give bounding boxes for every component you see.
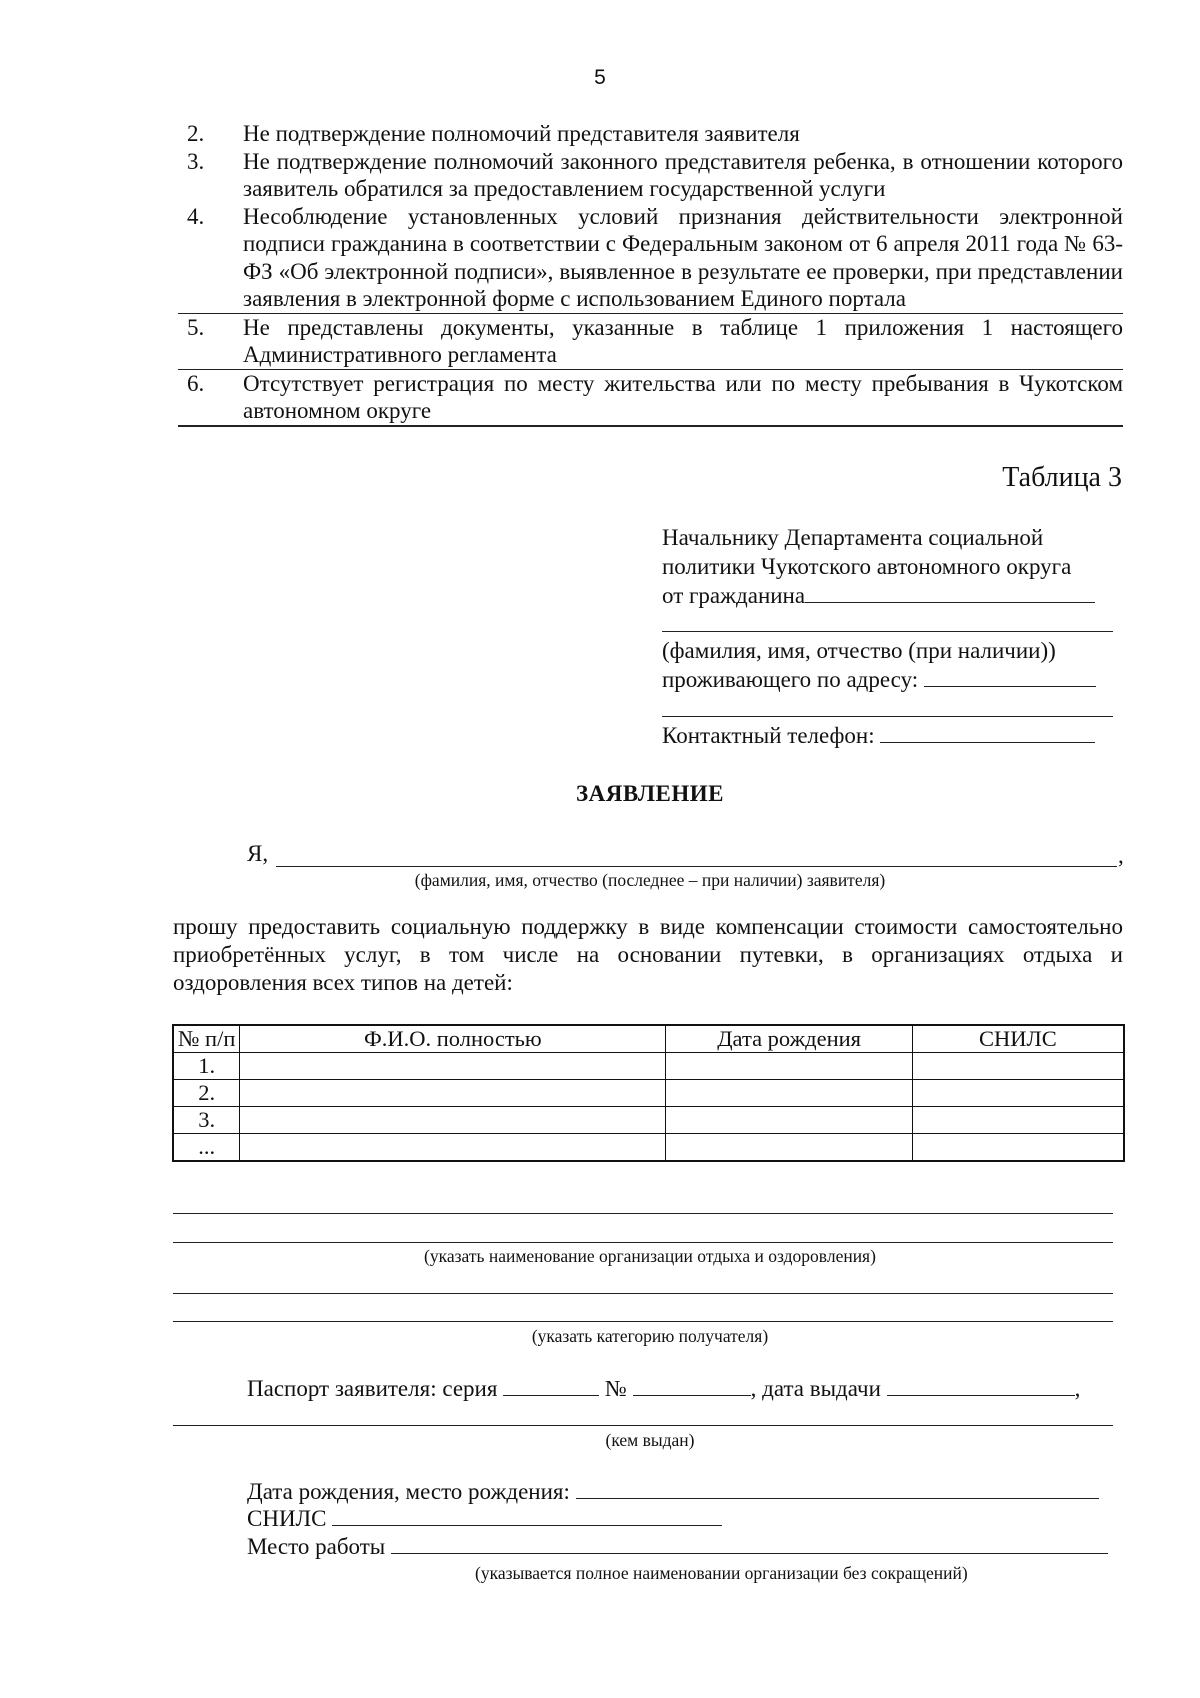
fio-cell[interactable] bbox=[240, 1134, 666, 1162]
category-line-1[interactable] bbox=[173, 1293, 1113, 1294]
work-caption: (указывается полное наименовании организации без сокращений) bbox=[475, 1563, 968, 1583]
reason-item bbox=[178, 370, 1123, 427]
page-number: 5 bbox=[594, 66, 606, 89]
children-table bbox=[172, 1024, 1125, 1162]
request-paragraph: прошу предоставить социальную поддержку в виде компенсации стоимости самостоятельно приобретённых услуг, в том числе на основании путевки, в организациях отдыха и оздоровления всех типов на детей: bbox=[173, 914, 1123, 995]
organization-line-1[interactable] bbox=[173, 1213, 1113, 1214]
phone-field[interactable] bbox=[880, 722, 1095, 743]
birth-label: Дата рождения, место рождения: bbox=[247, 1479, 570, 1504]
header-birthdate: Дата рождения bbox=[666, 1025, 913, 1053]
birthdate-cell[interactable] bbox=[666, 1107, 913, 1134]
table-label: Таблица 3 bbox=[1002, 462, 1122, 493]
reason-text: Не подтверждение полномочий законного представителя ребенка, в отношении которого заявитель обратился за предоставлением государственной услуги bbox=[243, 148, 1123, 201]
reason-text: Несоблюдение установленных условий признания действительности электронной подписи гражданина в соответствии с Федеральным законом от 6 апреля 2011 года № 63-ФЗ «Об электронной подписи», выявленное в результате ее проверки, при представлении заявления в электронной форме с использованием Единого портала bbox=[243, 203, 1123, 311]
work-field[interactable] bbox=[391, 1533, 1108, 1554]
addressee-line: политики Чукотского автономного округа bbox=[662, 554, 1072, 579]
address-line[interactable] bbox=[662, 716, 1113, 717]
reason-number: 2. bbox=[187, 121, 205, 146]
citizen-name-field[interactable] bbox=[805, 582, 1095, 603]
snils-cell[interactable] bbox=[912, 1134, 1124, 1162]
reason-item bbox=[178, 120, 1123, 148]
address-label: проживающего по адресу: bbox=[662, 667, 919, 692]
issued-by-line[interactable] bbox=[173, 1425, 1113, 1426]
from-citizen-label: от гражданина bbox=[662, 583, 806, 608]
reason-text: Не подтверждение полномочий представителя заявителя bbox=[243, 121, 800, 146]
birthdate-cell[interactable] bbox=[666, 1053, 913, 1080]
row-number: 2. bbox=[173, 1080, 240, 1107]
issued-by-caption: (кем выдан) bbox=[605, 1430, 695, 1450]
reason-number: 6. bbox=[187, 370, 205, 396]
passport-number-label: № bbox=[604, 1376, 627, 1401]
addressee-line: Начальнику Департамента социальной bbox=[662, 525, 1044, 550]
fio-cell[interactable] bbox=[240, 1080, 666, 1107]
birth-field[interactable] bbox=[576, 1478, 1099, 1499]
fio-cell[interactable] bbox=[240, 1053, 666, 1080]
fio-cell[interactable] bbox=[240, 1107, 666, 1134]
reason-item bbox=[178, 203, 1123, 314]
organization-caption: (указать наименование организации отдыха и оздоровления) bbox=[424, 1246, 876, 1266]
passport-series-field[interactable] bbox=[503, 1375, 599, 1396]
reason-number: 3. bbox=[187, 148, 205, 174]
passport-date-field[interactable] bbox=[887, 1375, 1075, 1396]
reason-text: Отсутствует регистрация по месту жительства или по месту пребывания в Чукотском автономном округе bbox=[243, 370, 1123, 423]
table-row bbox=[173, 1080, 1124, 1107]
applicant-prefix: Я, bbox=[247, 841, 269, 866]
header-fio: Ф.И.О. полностью bbox=[240, 1025, 666, 1053]
reason-item bbox=[178, 148, 1123, 203]
addressee-block bbox=[662, 523, 1112, 610]
phone-label: Контактный телефон: bbox=[662, 723, 875, 748]
refusal-reasons-list bbox=[178, 120, 1123, 427]
citizen-name-line[interactable] bbox=[662, 631, 1113, 632]
work-label: Место работы bbox=[247, 1534, 386, 1559]
table-row bbox=[173, 1053, 1124, 1080]
row-number: 1. bbox=[173, 1053, 240, 1080]
snils-cell[interactable] bbox=[912, 1053, 1124, 1080]
birthdate-cell[interactable] bbox=[666, 1080, 913, 1107]
table-header-row bbox=[173, 1025, 1124, 1053]
application-title: ЗАЯВЛЕНИЕ bbox=[576, 781, 724, 806]
snils-cell[interactable] bbox=[912, 1107, 1124, 1134]
passport-date-label: , дата выдачи bbox=[750, 1376, 881, 1401]
header-snils: СНИЛС bbox=[912, 1025, 1124, 1053]
applicant-suffix: , bbox=[1118, 843, 1124, 868]
table-row bbox=[173, 1134, 1124, 1162]
passport-end: , bbox=[1074, 1376, 1081, 1401]
header-number: № п/п bbox=[173, 1025, 240, 1053]
table-row bbox=[173, 1107, 1124, 1134]
snils-label: СНИЛС bbox=[247, 1506, 327, 1531]
passport-number-field[interactable] bbox=[633, 1375, 751, 1396]
category-line-2[interactable] bbox=[173, 1321, 1113, 1322]
reason-number: 5. bbox=[187, 314, 205, 340]
birthdate-cell[interactable] bbox=[666, 1134, 913, 1162]
organization-line-2[interactable] bbox=[173, 1242, 1113, 1243]
fio-caption: (фамилия, имя, отчество (при наличии)) bbox=[662, 638, 1056, 663]
reason-number: 4. bbox=[187, 203, 205, 229]
address-field[interactable] bbox=[924, 666, 1096, 687]
row-number: ... bbox=[173, 1134, 240, 1162]
reason-item bbox=[178, 314, 1123, 370]
reason-text: Не представлены документы, указанные в таблице 1 приложения 1 настоящего Административного регламента bbox=[243, 314, 1123, 367]
row-number: 3. bbox=[173, 1107, 240, 1134]
snils-cell[interactable] bbox=[912, 1080, 1124, 1107]
passport-row bbox=[247, 1375, 1080, 1402]
applicant-caption: (фамилия, имя, отчество (последнее – при наличии) заявителя) bbox=[414, 870, 886, 890]
snils-field[interactable] bbox=[332, 1505, 722, 1526]
applicant-name-field[interactable] bbox=[276, 866, 1117, 867]
category-caption: (указать категорию получателя) bbox=[531, 1326, 769, 1346]
passport-series-label: Паспорт заявителя: серия bbox=[247, 1376, 498, 1401]
